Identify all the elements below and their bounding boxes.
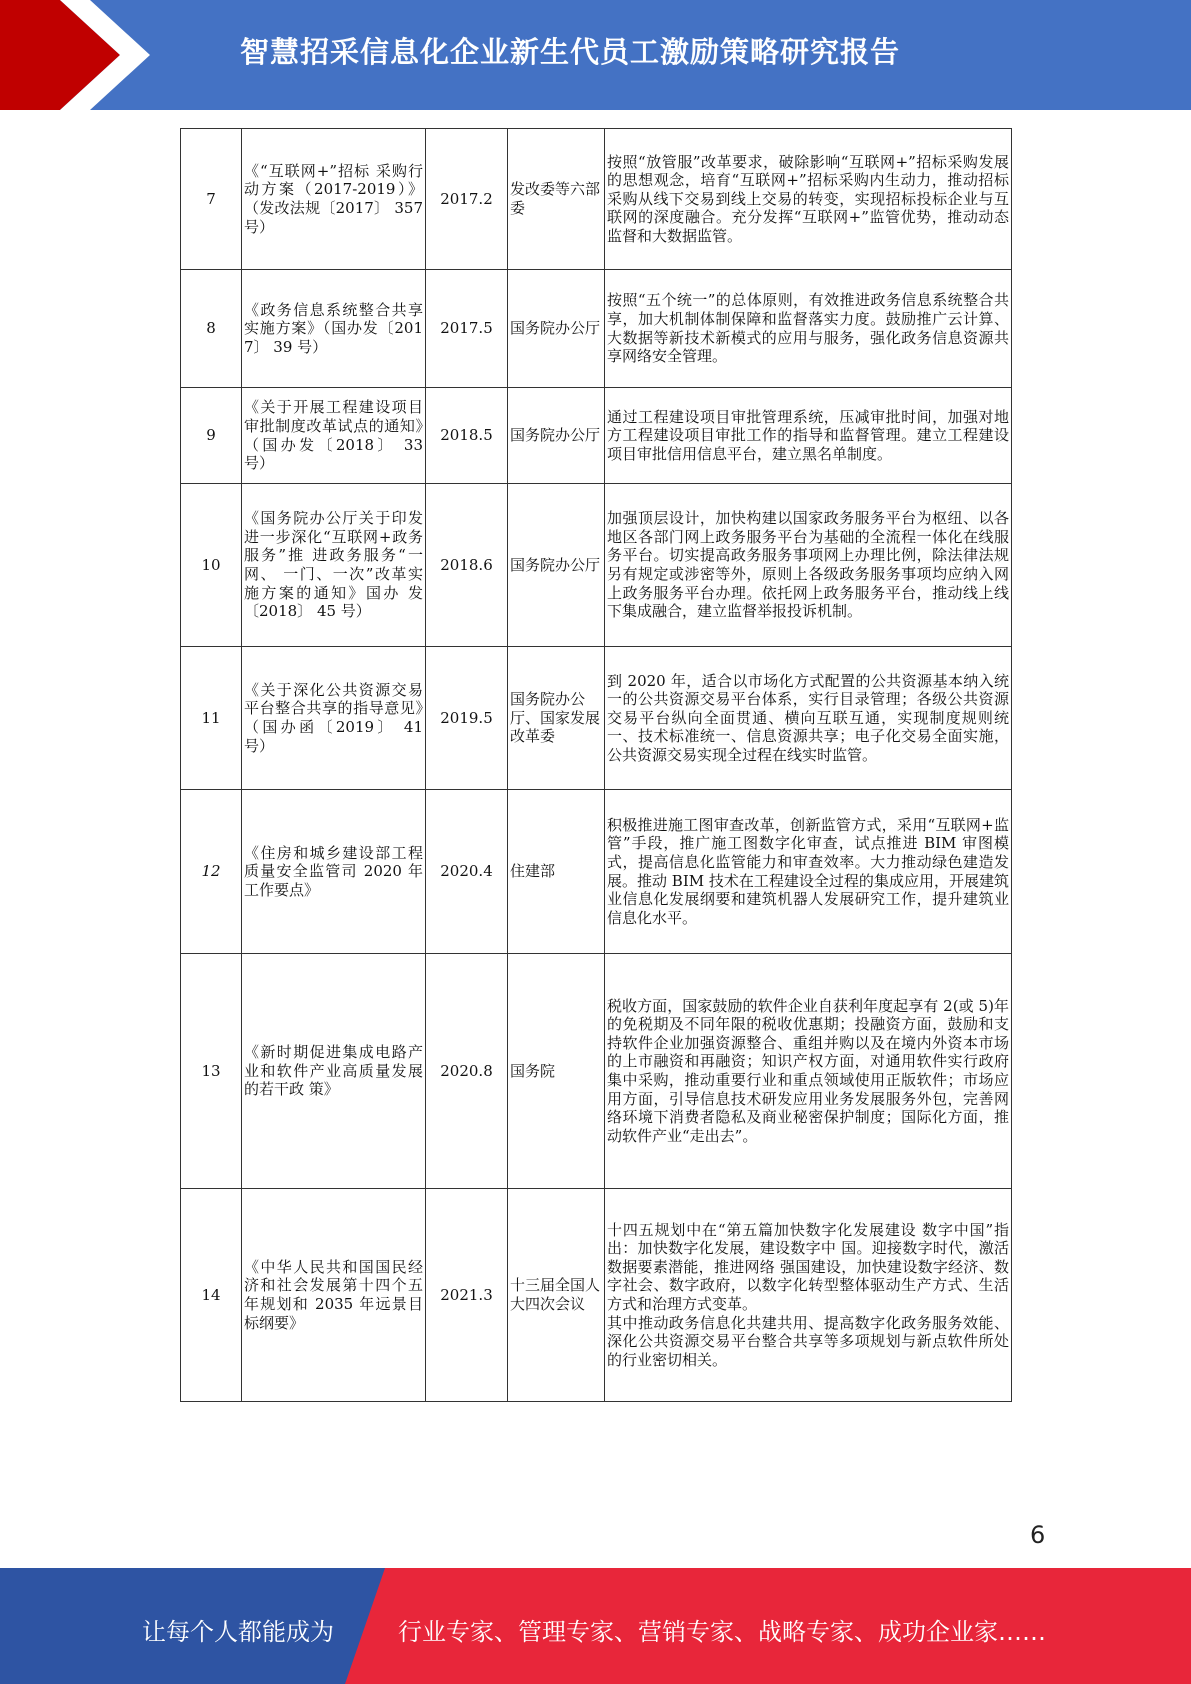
table-row bbox=[181, 388, 1012, 484]
policy-name: 《住房和城乡建设部工程质量安全监管司 2020 年工作要点》 bbox=[242, 790, 426, 954]
row-number: 12 bbox=[181, 790, 242, 954]
row-number: 9 bbox=[181, 388, 242, 484]
issue-date: 2018.6 bbox=[426, 484, 508, 647]
issuing-department: 国务院办公厅、国家发展改革委 bbox=[508, 647, 605, 790]
policy-content: 税收方面，国家鼓励的软件企业自获利年度起享有 2(或 5)年的免税期及不同年限的税收优惠期；投融资方面，鼓励和支持软件企业加强资源整合、重组并购以及在境内外资本市场的上市融资和再融资；知识产权方面，对通用软件实行政府集中采购，推动重要行业和重点领域使用正版软件；市场应用方面，引导信息技术研发应用业务发展服务外包，完善网络环境下消费者隐私及商业秘密保护制度；国际化方面，推动软件产业“走出去”。 bbox=[605, 954, 1012, 1189]
report-title: 智慧招采信息化企业新生代员工激励策略研究报告 bbox=[240, 35, 901, 69]
issue-date: 2020.4 bbox=[426, 790, 508, 954]
policy-content: 到 2020 年，适合以市场化方式配置的公共资源基本纳入统一的公共资源交易平台体系，实行目录管理；各级公共资源交易平台纵向全面贯通、横向互联互通，实现制度规则统一、技术标准统一、信息资源共享；电子化交易全面实施，公共资源交易实现全过程在线实时监管。 bbox=[605, 647, 1012, 790]
issuing-department: 国务院办公厅 bbox=[508, 388, 605, 484]
policy-name: 《国务院办公厅关于印发进一步深化“互联网+政务服务”推 进政务服务“一网、 一门、一次”改革实 施方案的通知》国办 发〔2018〕 45 号） bbox=[242, 484, 426, 647]
page-footer bbox=[0, 1568, 1191, 1684]
policy-content: 按照“放管服”改革要求，破除影响“互联网+”招标采购发展的思想观念，培育“互联网+”招标采购内生动力，推动招标采购从线下交易到线上交易的转变，实现招标投标企业与互联网的深度融合。充分发挥“互联网+”监管优势，推动动态监督和大数据监管。 bbox=[605, 129, 1012, 270]
row-number: 11 bbox=[181, 647, 242, 790]
row-number: 7 bbox=[181, 129, 242, 270]
policy-name: 《关于开展工程建设项目审批制度改革试点的通知》（国办发〔2018〕 33 号） bbox=[242, 388, 426, 484]
policy-content: 加强顶层设计，加快构建以国家政务服务平台为枢纽、以各地区各部门网上政务服务平台为基础的全流程一体化在线服务平台。切实提高政务服务事项网上办理比例，除法律法规另有规定或涉密等外，原则上各级政务服务事项均应纳入网上政务服务平台办理。依托网上政务服务平台，推动线上线下集成融合，建立监督举报投诉机制。 bbox=[605, 484, 1012, 647]
row-number: 14 bbox=[181, 1189, 242, 1402]
footer-slogan-right: 行业专家、管理专家、营销专家、战略专家、成功企业家…… bbox=[398, 1618, 1046, 1646]
policy-content: 通过工程建设项目审批管理系统，压减审批时间，加强对地方工程建设项目审批工作的指导和监督管理。建立工程建设项目审批信用信息平台，建立黑名单制度。 bbox=[605, 388, 1012, 484]
policy-name: 《中华人民共和国国民经济和社会发展第十四个五年规划和 2035 年远景目标纲要》 bbox=[242, 1189, 426, 1402]
issuing-department: 十三届全国人大四次会议 bbox=[508, 1189, 605, 1402]
issue-date: 2020.8 bbox=[426, 954, 508, 1189]
policy-name: 《“互联网+”招标 采购行动方案（2017-2019）》（发改法规〔2017〕 357 号） bbox=[242, 129, 426, 270]
issue-date: 2017.5 bbox=[426, 270, 508, 388]
issuing-department: 住建部 bbox=[508, 790, 605, 954]
footer-slogan-left: 让每个人都能成为 bbox=[142, 1618, 334, 1646]
table-row bbox=[181, 790, 1012, 954]
row-number: 10 bbox=[181, 484, 242, 647]
page-header bbox=[0, 0, 1191, 110]
issue-date: 2018.5 bbox=[426, 388, 508, 484]
policy-name: 《关于深化公共资源交易平台整合共享的指导意见》（国办函〔2019〕 41 号） bbox=[242, 647, 426, 790]
policy-content: 积极推进施工图审查改革，创新监管方式，采用“互联网+监管”手段，推广施工图数字化审查，试点推进 BIM 审图模式，提高信息化监管能力和审查效率。大力推动绿色建造发展。推动 BIM 技术在工程建设全过程的集成应用，开展建筑业信息化发展纲要和建筑机器人发展研究工作，提升建筑业信息化水平。 bbox=[605, 790, 1012, 954]
table-row bbox=[181, 129, 1012, 270]
table-row bbox=[181, 270, 1012, 388]
table-row bbox=[181, 1189, 1012, 1402]
policy-name: 《新时期促进集成电路产业和软件产业高质量发展的若干政 策》 bbox=[242, 954, 426, 1189]
policy-table bbox=[180, 128, 1012, 1402]
policy-content: 按照“五个统一”的总体原则，有效推进政务信息系统整合共享，加大机制体制保障和监督落实力度。鼓励推广云计算、大数据等新技术新模式的应用与服务，强化政务信息资源共享网络安全管理。 bbox=[605, 270, 1012, 388]
issuing-department: 国务院办公厅 bbox=[508, 270, 605, 388]
issuing-department: 国务院 bbox=[508, 954, 605, 1189]
policy-name: 《政务信息系统整合共享实施方案》（国办发〔2017〕 39 号） bbox=[242, 270, 426, 388]
issuing-department: 国务院办公厅 bbox=[508, 484, 605, 647]
table-row bbox=[181, 954, 1012, 1189]
page-number: 6 bbox=[1030, 1521, 1046, 1549]
policy-content: 十四五规划中在“第五篇加快数字化发展建设 数字中国”指出：加快数字化发展，建设数字中 国。迎接数字时代，激活数据要素潜能，推进网络 强国建设，加快建设数字经济、数字社会、数字政府，以数字化转型整体驱动生产方式、生活方式和治理方式变革。 其中推动政务信息化共建共用、提高数字化政务服务效能、深化公共资源交易平台整合共享等多项规划与新点软件所处的行业密切相关。 bbox=[605, 1189, 1012, 1402]
issue-date: 2017.2 bbox=[426, 129, 508, 270]
table-row bbox=[181, 484, 1012, 647]
issuing-department: 发改委等六部委 bbox=[508, 129, 605, 270]
table-row bbox=[181, 647, 1012, 790]
row-number: 8 bbox=[181, 270, 242, 388]
row-number: 13 bbox=[181, 954, 242, 1189]
issue-date: 2021.3 bbox=[426, 1189, 508, 1402]
issue-date: 2019.5 bbox=[426, 647, 508, 790]
